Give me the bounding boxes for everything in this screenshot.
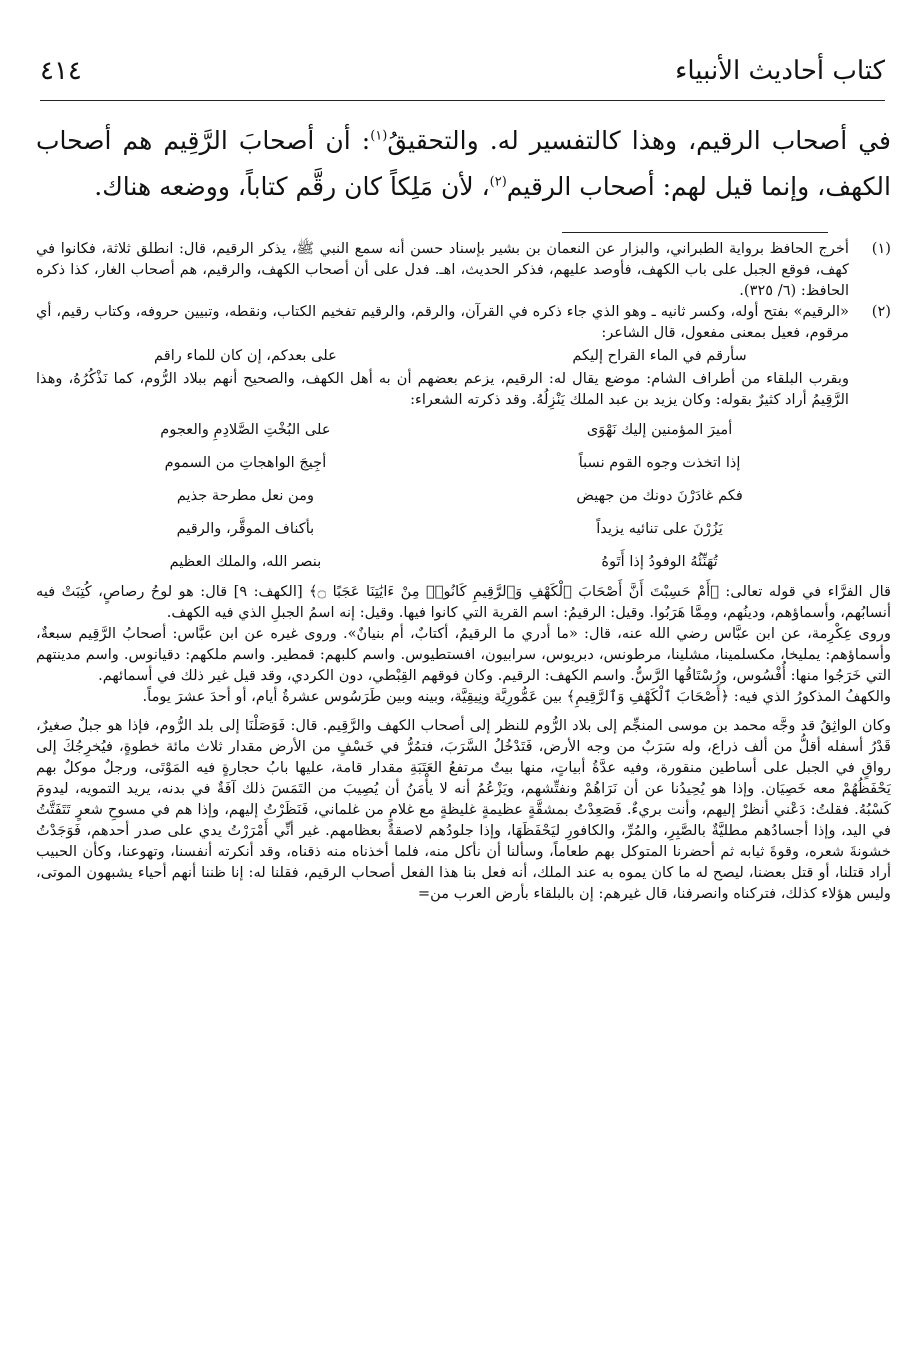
poem-verse xyxy=(36,413,849,446)
page-number: ٤١٤ xyxy=(40,56,82,86)
poem-verse xyxy=(36,512,849,545)
poem-verse xyxy=(36,545,849,578)
footnote-2-continuation xyxy=(36,581,891,904)
footnote-paragraph: وروى عِكْرِمة، عن ابن عبَّاس رضي الله عنه، قال: «ما أدري ما الرقيمُ، أكتابٌ، أم بنيانٌ». وروى غيره عن ابن عبَّاس: أصحابُ الرَّقِيم سبعةٌ، وأسماؤهم: يمليخا، مكسلمينا، مشلينا، مرطونس، دبريوس، سرابيون، افستطيوس. واسم كلبهم: قمطير. واسم ملكهم: دقيانوس. واسم مدينتهم التي خَرَجُوا منها: أُفْسُوس، ورُسْتَاقُها الرَّسُّ. واسم الكهف: الرقيم. وكان فوقهم القِبْطي، دون الكردي، وقد قيل غير ذلك في أسمائهم. xyxy=(36,625,891,684)
verse-right-hemistich: تُهَنِّئُهُ الوفودُ إذا أَتَوهُ xyxy=(601,553,718,570)
main-text xyxy=(36,118,891,210)
verse-right-hemistich: إذا اتخذت وجوه القوم نسباً xyxy=(578,454,741,471)
footnote-ref-1: (١) xyxy=(370,128,388,144)
footnote-text-continued: وبقرب البلقاء من أطراف الشام: موضع يقال له: الرقيم، يزعم بعضهم أن به أهل الكهف، والصحيح أنهم ببلاد الرُّوم، كما نَذْكُرُهُ، وهذا الرَّقِيمُ أراد كثيرٌ بقوله: وكان يزيد بن عبد الملك يَنْزِلُهُ. وقد ذكرته الشعراء: xyxy=(36,370,849,408)
footnote-paragraph: وكان الواثِقُ قد وجَّه محمد بن موسى المنجِّم إلى بلاد الرُّوم للنظر إلى أصحاب الكهف والرَّقِيم. قال: فَوَصَلْنَا إلى بلد الرُّوم، فإذا هو جبلٌ صغيرٌ، قَدْرُ أسفله أقلُّ من ألف ذراع، وله سَرَبٌ من وجه الأرض، فَتَدْخُلُ السَّرَبَ، فتمُرُّ في خَسْفٍ من الأرض مقدار ثلاث مائة خطوةٍ، فيُخرِجُكَ إلى رواقٍ في الجبل على أساطين منقورة، وفيه عدَّةُ أبياتٍ، منها بيتٌ مرتفعُ العَتَبَةِ مقدار قامة، عليها بابُ حجارةٍ فيه المَوْتَى، ورجلٌ موكلٌ بهم يَحْفَظُهُمْ معه خَصِيَان. وإذا هو يُحِيدُنا عن أن نَرَاهُمْ ونفتِّشهم، ويَزْعُمُ أنه لا يأْمَنُ أن يُصِيبَ من التَمَسَ ذلك آفَةٌ في بدنه، يريد التمويه، ليدومَ كَسْبُهُ. فقلتُ: دَعْني أنظرْ إليهم، وأنت بريءٌ. فَصَعِدْتُ بمشقَّةٍ عظيمةٍ غليظةٍ مع غلامٍ من غلماني، فَنَظَرْتُ إليهم، وإذا هم في مسوحِ شعرٍ تَتَفَتَّتُ في اليد، وإذا أجسادُهم مطليَّةٌ بالصَّبِرِ، والمُرِّ، والكافورِ ليَحْفَظَهَا، وإذا جلودُهم لاصقةٌ بعظامهم. غير أنِّي أَمْرَرْتُ يدي على صدر أحدهم، فَوَجَدْتُ خشونةَ شعره، وقوةَ ثيابه ثم أحضرنا المتوكل بهم طعاماً، وسألنا أن نأكل منه، فلما أخذناه منه ذقناه، وقد أنكرته أنفسنا، وتهوعنا، وكأن الحبيب أراد قتلنا، أو قتل بعضنا، ليصح له ما كان يموه به عند الملك، أنه فعل بنا هذا الفعل أصحاب الرقيم، فقلنا له: إنا ظننا أنهم أحياء يشبهون الموتى، وليس هؤلاء كذلك، فتركناه وانصرفنا، قال غيرهم: إن بالبلقاء بأرض العرب من= xyxy=(36,717,891,902)
book-title: كتاب أحاديث الأنبياء xyxy=(675,56,885,86)
verse-right-hemistich: أميرَ المؤمنين إليك نَهْوَى xyxy=(586,421,733,438)
verse-right-hemistich: فكم غادَرْنَ دونك من جهيض xyxy=(576,487,743,504)
footnote-number: (١) xyxy=(871,240,891,257)
main-text-part-1: في أصحاب الرقيم، وهذا كالتفسير له. والتحقيقُ xyxy=(387,126,892,155)
page-header xyxy=(40,52,885,101)
verse-left-hemistich: أجِيجَ الواهجاتِ من السموم xyxy=(164,454,327,471)
verse-left-hemistich: على البُخْتِ الصَّلادِمِ والعجوم xyxy=(160,421,331,438)
poem-verse xyxy=(36,446,849,479)
footnote-text: «الرقيم» بفتح أوله، وكسر ثانيه ـ وهو الذي جاء ذكره في القرآن، والرقم، والرقيم تفخيم الكتاب، ونقطه، وتبيين حروفه، وكتاب رقيم، أي مرقوم، فعيل بمعنى مفعول، قال الشاعر: xyxy=(36,303,849,341)
footnote-ref-2: (٢) xyxy=(489,174,507,190)
verse-left-hemistich: ومن نعل مطرحة جذيم xyxy=(176,487,315,504)
main-text-part-3: ، لأن مَلِكاً كان رقَّم كتاباً، ووضعه هناك. xyxy=(94,172,490,201)
poem-verse xyxy=(36,343,849,368)
footnote-paragraph: قال الفرَّاء في قوله تعالى: ﴿أَمْ حَسِبْتَ أَنَّ أَصْحَابَ ٱلْكَهْفِ وَٱلرَّقِيمِ كَانُوا۟ مِنْ ءَايَٰتِنَا عَجَبًا ۝﴾ [الكهف: ٩] قال: هو لوحُ رصاصٍ، كُتِبَتْ فيه أنسابُهم، وأسماؤهم، ودينُهم، ومِمَّا هَرَبُوا. وقيل: الرقيمُ: اسم القرية التي كانوا فيها. وقيل: إنه اسمُ الجبلِ الذي فيه الكهف. xyxy=(36,583,891,621)
footnote-2 xyxy=(36,301,891,581)
poem-verse xyxy=(36,479,849,512)
verse-right-hemistich: سأرقم في الماء القراح إليكم xyxy=(572,347,747,364)
footnotes xyxy=(36,238,891,904)
poem xyxy=(36,413,849,578)
footnote-text: أخرج الحافظ برواية الطبراني، والبزار عن النعمان بن بشير بإسناد حسن أنه سمع النبي ﷺ، يذكر الرقيم، قال: انطلق ثلاثة، فكانوا في كهف، فوقع الجبل على باب الكهف، فأوصد عليهم، فذكر الحديث، اهـ. فدل على أن أصحاب الكهف، والرقيم، هم أصحاب الغار، كذا ذكره الحافظ: (٦/ ٣٢٥). xyxy=(36,240,849,299)
verse-left-hemistich: بنصر الله، والملك العظيم xyxy=(169,553,322,570)
main-text-part-2: : أن أصحابَ الرَّقِيم هم أصحاب الكهف، وإنما قيل لهم: أصحاب الرقيم xyxy=(36,126,891,201)
footnote-number: (٢) xyxy=(871,303,891,320)
footnote-separator xyxy=(562,232,828,233)
footnote-1 xyxy=(36,238,891,301)
main-paragraph xyxy=(36,118,891,210)
verse-right-hemistich: يَزُرْنَ على تنائيه يزيداً xyxy=(596,520,723,537)
verse-left-hemistich: على بعدكم، إن كان للماء راقم xyxy=(154,347,337,364)
footnote-paragraph: والكهفُ المذكورُ الذي فيه: ﴿أَصْحَابَ ٱلْكَهْفِ وَٱلرَّقِيمِ﴾ بين عَمُّورِيَّة ونِيقِيَّة، وبينه وبين طَرَسُوس عشرةُ أيام، أو أحدَ عشرَ يوماً. xyxy=(142,688,891,705)
verse-left-hemistich: بأكناف الموقَّر، والرقيم xyxy=(176,520,315,537)
